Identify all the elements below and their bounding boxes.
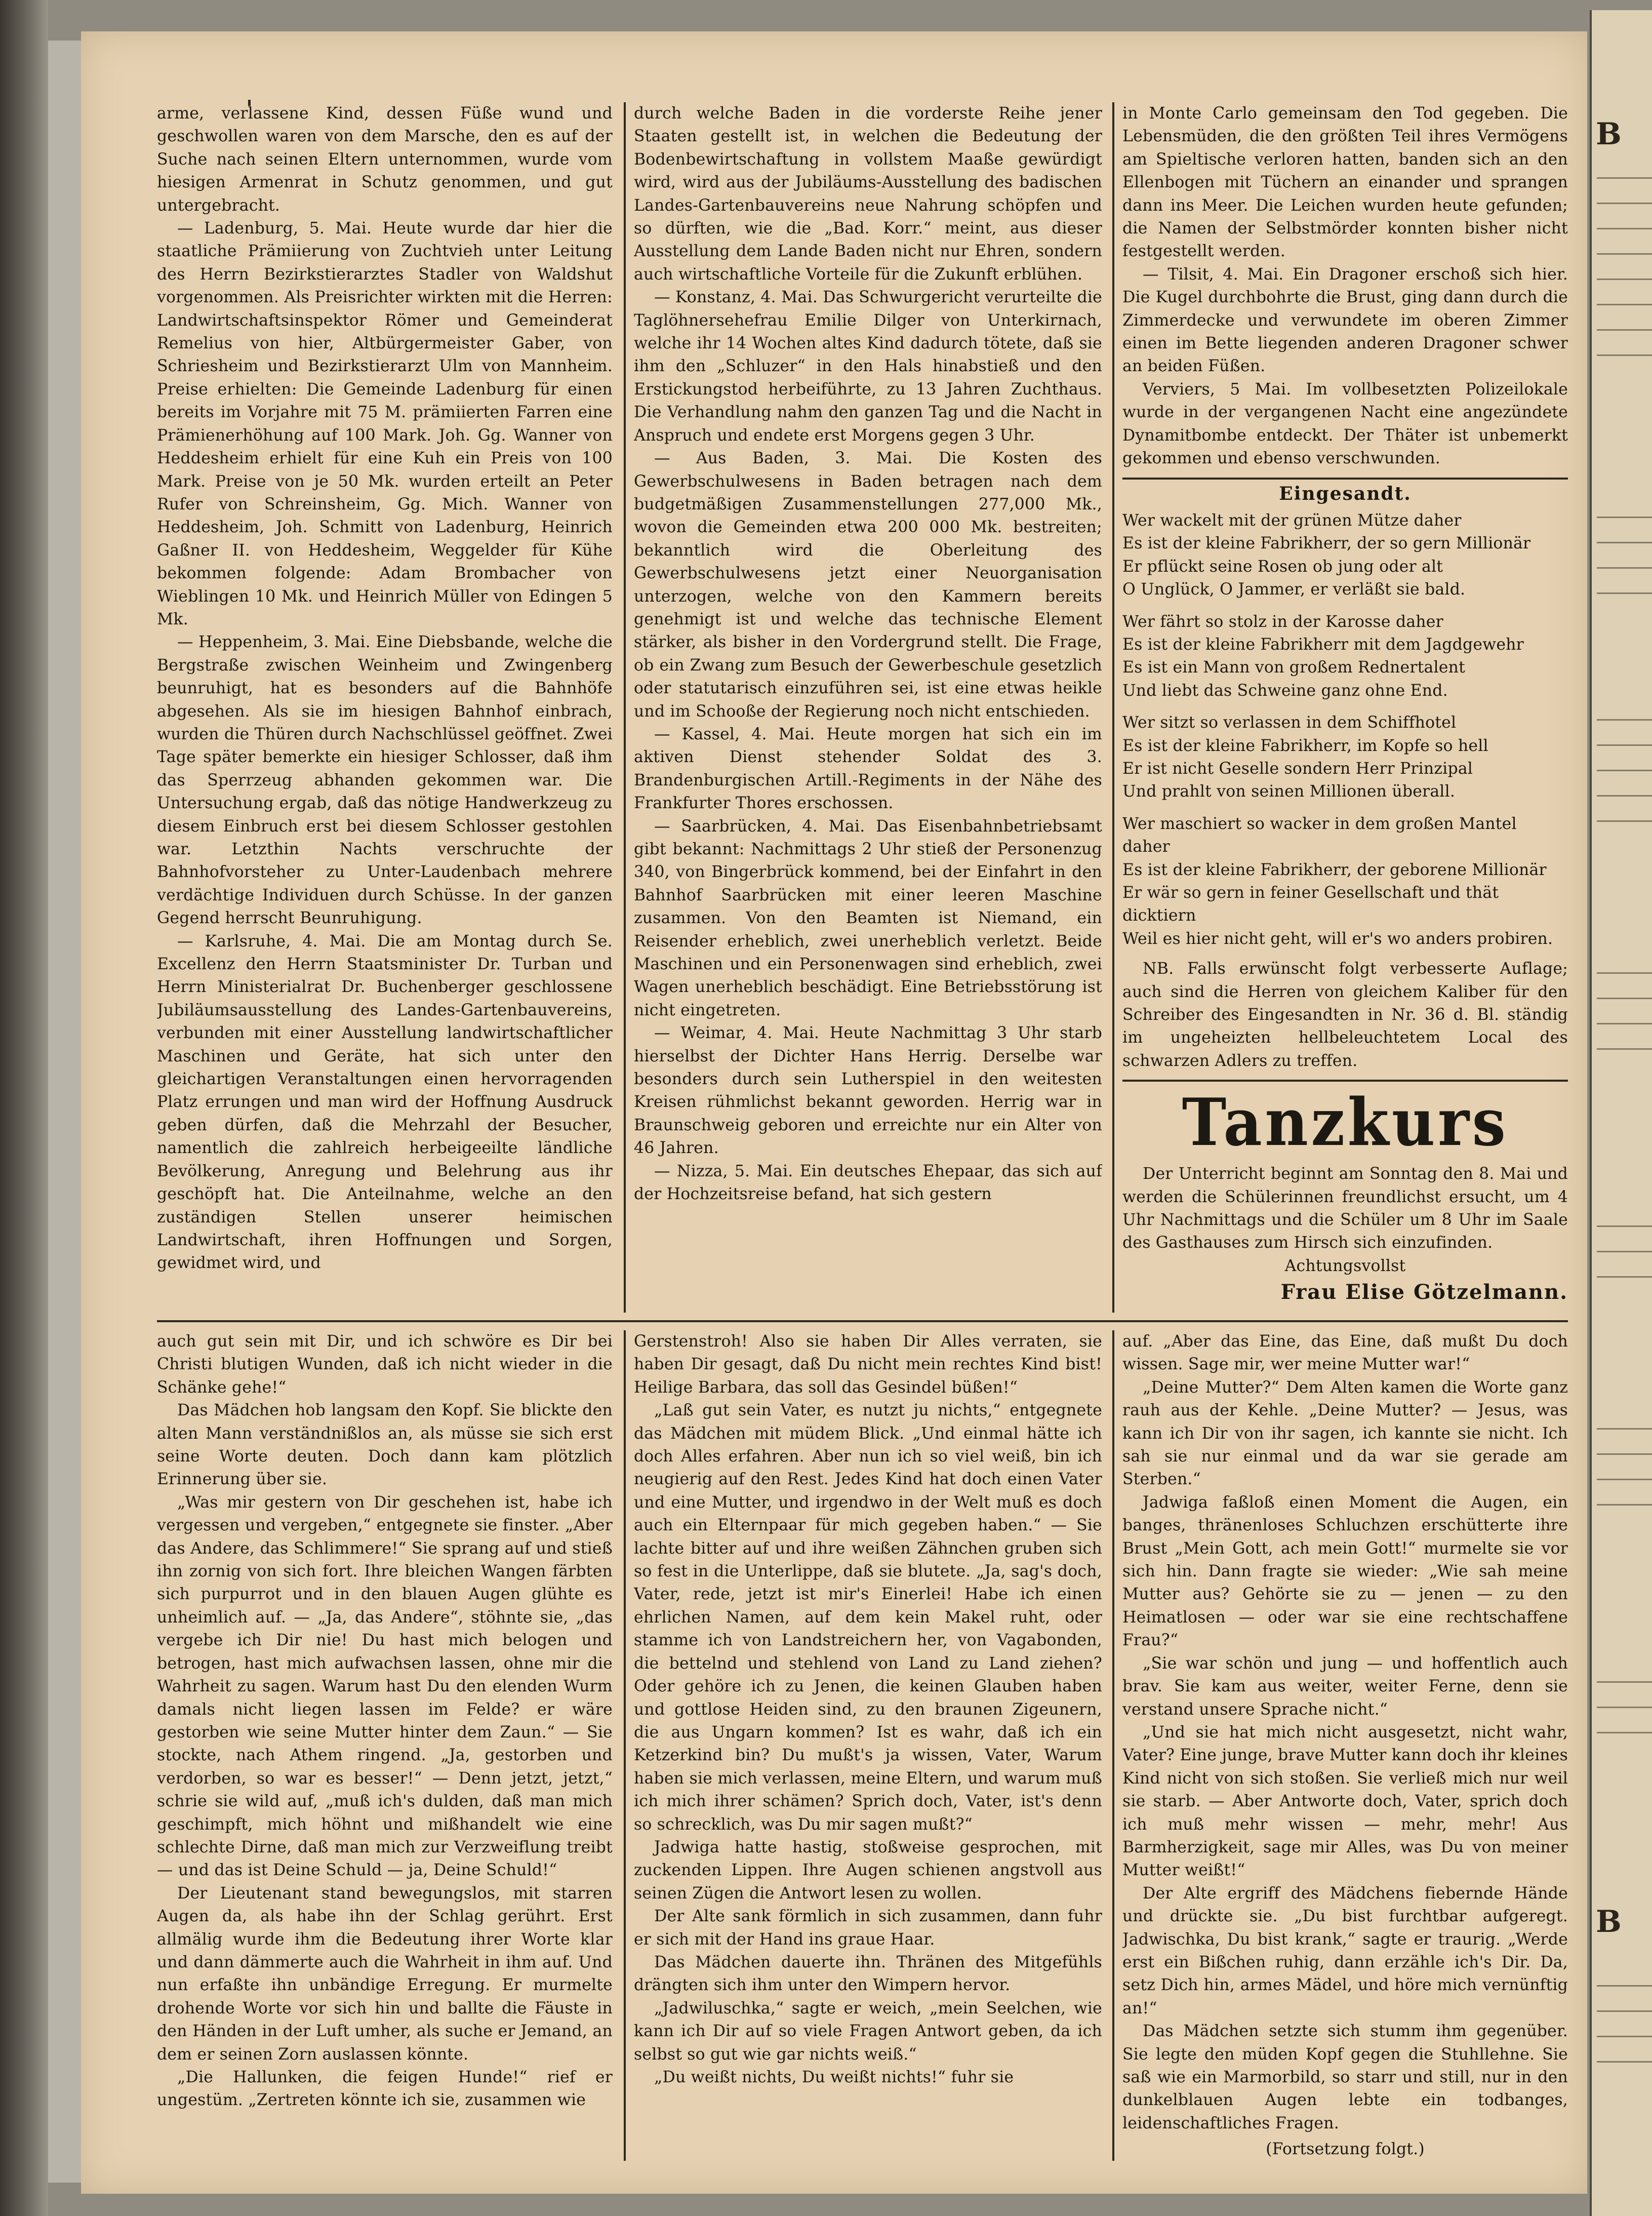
poem-line: Es ist der kleine Fabrikherr, der geborene Millionär [1122,860,1547,879]
article-ladenburg: — Ladenburg, 5. Mai. Heute wurde dar hier die staatliche Prämiierung von Zuchtvieh unter Leitung des Herrn Bezirkstierarztes Stadler von Waldshut vorgenommen. Als Preisrichter wirkten mit die Herren: Landwirtschaftsinspektor Römer und Gemeinderat Remelius von hier, Altbürgermeister Gaber, von Schriesheim und Bezirkstierarzt Ulm von Mannheim. Preise erhielten: Die Gemeinde Ladenburg für einen bereits im Vorjahre mit 75 M. prämiierten Farren eine Prämienerhöhung auf 100 Mark. Joh. Gg. Wanner von Heddesheim erhielt für eine Kuh ein Preis von 100 Mark. Preise von je 50 Mk. wurden erteilt an Peter Rufer von Schreinsheim, Gg. Mich. Wanner von Heddesheim, Joh. Schmitt von Ladenburg, Heinrich Gaßner II. von Heddesheim, Weggelder für Kühe bekommen folgende: Adam Brombacher von Wieblingen 10 Mk. und Heinrich Müller von Edingen 5 Mk. [157,219,613,628]
adjacent-text-line [1597,1251,1652,1252]
story-paragraph: „Du weißt nichts, Du weißt nichts!“ fuhr sie [654,2068,1014,2086]
poem-stanza [1122,813,1568,951]
column-rule [624,102,626,1313]
adjacent-text-line [1597,517,1652,518]
story-paragraph: Der Lieutenant stand bewegungslos, mit starren Augen da, als habe ihn der Schlag gerührt. Erst allmälig wurde ihm die Bedeutung ihrer Worte klar und dann dämmerte auch die Wahrheit in ihm auf. Und nun erfaßte ihn unbändige Erregung. Er murmelte drohende Worte vor sich hin und ballte die Fäuste in den Händen in der Luft umher, als suche er Jemand, an dem er seinen Zorn auslassen könnte. [157,1884,613,2064]
article-monte-carlo: in Monte Carlo gemeinsam den Tod gegeben. Die Lebensmüden, die den größten Teil ihres Vermögens am Spieltische verloren hatten, banden sich an den Ellenbogen mit Tüchern an einander und sprangen dann ins Meer. Die Leichen wurden heute gefunden; die Namen der Selbstmörder konnten bisher nicht festgestellt werden. [1122,104,1568,261]
article-weimar: — Weimar, 4. Mai. Heute Nachmittag 3 Uhr starb hierselbst der Dichter Hans Herrig. Derselbe war besonders durch sein Lutherspiel in den weitesten Kreisen rühmlichst bekannt geworden. Herrig war in Braunschweig geboren und erreichte nur ein Alter von 46 Jahren. [634,1024,1102,1158]
story-paragraph: Jadwiga hatte hastig, stoßweise gesprochen, mit zuckenden Lippen. Ihre Augen schienen angstvoll aus seinen Zügen die Antwort lesen zu wollen. [634,1838,1102,1903]
upper-column-2 [634,102,1102,1313]
article-heppenheim: — Heppenheim, 3. Mai. Eine Diebsbande, welche die Bergstraße zwischen Weinheim und Zwingenberg beunruhigt, hat es besonders auf die Bahnhöfe abgesehen. Als sie im hiesigen Bahnhof einbrach, wurden die Thüren durch Nachschlüssel geöffnet. Zwei Tage später bemerkte ein hiesiger Schlosser, daß ihm das Sperrzeug abhanden gekommen war. Die Untersuchung ergab, daß das nötige Handwerkzeug zu diesem Einbruch erst bei diesem Schlosser gestohlen war. Letzthin Nachts verschruchte der Bahnhofvorsteher zu Unter-Laudenbach mehrere verdächtige Individuen durch Schüsse. In der ganzen Gegend herrscht Beunruhigung. [157,633,613,928]
adjacent-text-line [1597,744,1652,746]
story-paragraph: auch gut sein mit Dir, und ich schwöre es Dir bei Christi blutigen Wunden, daß ich nicht wieder in die Schänke gehe!“ [157,1332,613,1397]
adjacent-text-line [1597,770,1652,771]
adjacent-text-line [1597,228,1652,229]
story-paragraph: „Jadwiluschka,“ sagte er weich, „mein Seelchen, wie kann ich Dir auf so viele Fragen Antwort geben, da ich selbst so gut wie gar nichts weiß.“ [634,1999,1102,2064]
poem-stanza [1122,711,1568,804]
poem-line: Es ist der kleine Fabrikherr, im Kopfe so hell [1122,736,1488,755]
story-paragraph: „Laß gut sein Vater, es nutzt ju nichts,“ entgegnete das Mädchen mit müdem Blick. „Und einmal hätte ich doch Alles erfahren. Aber nun ich so viel weiß, bin ich neugierig auf den Rest. Jedes Kind hat doch einen Vater und eine Mutter, und irgendwo in der Welt muß es doch auch ein Elternpaar für mich gegeben haben.“ — Sie lachte bitter auf und ihre weißen Zähnchen gruben sich so fest in die Unterlippe, daß sie blutete. „Ja, sag's doch, Vater, rede, jetzt ist mir's Einerlei! Habe ich einen ehrlichen Namen, auf dem kein Makel ruht, oder stamme ich von Landstreichern her, von Vagabonden, die bettelnd und stehlend von Land zu Land ziehen? Oder gehöre ich zu Jenen, die keinen Glauben haben und gottlose Heiden sind, zu den braunen Zigeunern, die aus Ungarn kommen? Ist es wahr, daß ich ein Ketzerkind bin? Du mußt's ja wissen, Vater, Warum haben sie mich verlassen, meine Eltern, und warum muß ich mich ihrer schämen? Sprich doch, Vater, ist's denn so schrecklich, was Du mir sagen mußt?“ [634,1401,1102,1834]
article-karlsruhe: — Karlsruhe, 4. Mai. Die am Montag durch Se. Excellenz den Herrn Staatsminister Dr. Turban und Herrn Ministerialrat Dr. Buchenberger geschlossene Jubiläumsausstellung des Landes-Gartenbauvereins, verbunden mit einer Ausstellung landwirtschaftlicher Maschinen und Geräte, hat sich unter den gleichartigen Veranstaltungen einen hervorragenden Platz errungen und man wird der Hoffnung Ausdruck geben dürfen, daß die Mehrzahl der Besucher, namentlich die zahlreich herbeigeeilte ländliche Bevölkerung, Anregung und Belehrung aus ihr geschöpft hat. Die Anteilnahme, welche an den zuständigen Stellen unserer heimischen Landwirtschaft, ihren Hoffnungen und Sorgen, gewidmet wird, und [157,932,613,1273]
adjacent-text-line [1597,304,1652,305]
story-column-1 [157,1330,613,2161]
article-saarbruecken: — Saarbrücken, 4. Mai. Das Eisenbahnbetriebsamt gibt bekannt: Nachmittags 2 Uhr stieß der Personenzug 340, von Bingerbrück kommend, bei der Einfahrt in den Bahnhof Saarbrücken mit einer leeren Maschine zusammen. Von den Beamten ist Niemand, ein Reisender erheblich, zwei unerheblich verletzt. Beide Maschinen und ein Personenwagen sind erheblich, zwei Wagen unerheblich beschädigt. Eine Betriebsstörung ist nicht eingetreten. [634,817,1102,1019]
story-paragraph: „Und sie hat mich nicht ausgesetzt, nicht wahr, Vater? Eine junge, brave Mutter kann doch ihr kleines Kind nicht von sich stoßen. Sie verließ mich nur weil sie starb. — Aber Antworte doch, Vater, sprich doch ich muß mehr wissen — mehr, mehr! Aus Barmherzigkeit, sage mir Alles, was Du von meiner Mutter weißt!“ [1122,1723,1568,1880]
poem-line: Wer sitzt so verlassen in dem Schiffhotel [1122,714,1457,732]
article-nizza: — Nizza, 5. Mai. Ein deutsches Ehepaar, das sich auf der Hochzeitsreise befand, hat sich gestern [634,1162,1102,1204]
tanzkurs-greeting: Achtungsvollst [1284,1256,1406,1275]
article-konstanz: — Konstanz, 4. Mai. Das Schwurgericht verurteilte die Taglöhnersehefrau Emilie Dilger von Unterkirnach, welche ihr 14 Wochen altes Kind dadurch tötete, daß sie ihm den „Schluzer“ in den Hals hinabstieß und den Erstickungstod herbeiführte, zu 13 Jahren Zuchthaus. Die Verhandlung nahm den ganzen Tag und die Nacht in Anspruch und endete erst Morgens gegen 3 Uhr. [634,288,1102,445]
adjacent-text-line [1597,1681,1652,1683]
story-paragraph: Das Mädchen hob langsam den Kopf. Sie blickte den alten Mann verständnißlos an, als müsse sie sich erst seine Worte deuten. Doch dann kam plötzlich Erinnerung über sie. [157,1401,613,1489]
story-paragraph: Gerstenstroh! Also sie haben Dir Alles verraten, sie haben Dir gesagt, daß Du nicht mein rechtes Kind bist! Heilige Barbara, das soll das Gesindel büßen!“ [634,1332,1102,1397]
adjacent-text-line [1597,542,1652,543]
story-paragraph: Das Mädchen dauerte ihn. Thränen des Mitgefühls drängten sich ihm unter den Wimpern hervor. [634,1953,1102,1995]
article-aus-baden: — Aus Baden, 3. Mai. Die Kosten des Gewerbschulwesens in Baden betragen nach dem budgetmäßigen Zusammenstellungen 277,000 Mk., wovon die Gemeinden etwa 200 000 Mk. bestreiten; bekanntlich wird die Oberleitung des Gewerbschulwesens jetzt einer Neuorganisation unterzogen, welche von den Kammern bereits genehmigt ist und welche das technische Element stärker, als bisher in den Vordergrund stellt. Die Frage, ob ein Zwang zum Besuch der Gewerbeschule gesetzlich oder statutarisch einzuführen sei, ist eine etwas heikle und im Schooße der Regierung noch nicht entschieden. [634,449,1102,721]
adjacent-text-line [1597,203,1652,204]
story-paragraph: „Was mir gestern von Dir geschehen ist, habe ich vergessen und vergeben,“ entgegnete sie finster. „Aber das Andere, das Schlimmere!“ Sie sprang auf und stieß ihn zornig von sich fort. Ihre bleichen Wangen färbten sich purpurrot und in den blauen Augen glühte es unheimlich auf. — „Ja, das Andere“, stöhnte sie, „das vergebe ich Dir nie! Du hast mich belogen und betrogen, hast mich aufwachsen lassen, ohne mir die Wahrheit zu sagen. Warum hast Du den elenden Wurm damals nicht liegen lassen im Felde? er wäre gestorben wie seine Mutter hinter dem Zaun.“ — Sie stockte, nach Athem ringend. „Ja, gestorben und verdorben, so war es besser!“ — Denn jetzt, jetzt,“ schrie sie wild auf, „muß ich's dulden, daß man mich geschimpft, mich höhnt und mißhandelt wie eine schlechte Dirne, daß man mich zur Verzweiflung treibt — und das ist Deine Schuld — ja, Deine Schuld!“ [157,1493,613,1880]
article-tilsit: — Tilsit, 4. Mai. Ein Dragoner erschoß sich hier. Die Kugel durchbohrte die Brust, ging dann durch die Zimmerdecke und verwundete im oberen Zimmer einen im Bette liegenden anderen Dragoner schwer an beiden Füßen. [1122,265,1568,376]
adjacent-text-line [1597,1428,1652,1430]
story-paragraph: „Deine Mutter?“ Dem Alten kamen die Worte ganz rauh aus der Kehle. „Deine Mutter? — Jesus, was kann ich Dir von ihr sagen, ich kannte sie nicht. Ich sah sie nur einmal und da war sie gerade am Sterben.“ [1122,1378,1568,1489]
adjacent-text-line [1597,2010,1652,2012]
story-paragraph: auf. „Aber das Eine, das Eine, daß mußt Du doch wissen. Sage mir, wer meine Mutter war!“ [1122,1332,1568,1374]
story-paragraph: „Sie war schön und jung — und hoffentlich auch brav. Sie kam aus weiter, weiter Ferne, denn sie verstand unsere Sprache nicht.“ [1122,1654,1568,1719]
adjacent-text-line [1597,1276,1652,1278]
adjacent-text-line [1597,795,1652,797]
adjacent-text-line [1597,279,1652,280]
poem-line: Es ist der kleine Fabrikherr, der so gern Millionär [1122,534,1531,553]
article-text: durch welche Baden in die vorderste Reihe jener Staaten gestellt ist, in welchen die Bedeutung der Bodenbewirtschaftung in vollstem Maaße gewürdigt wird, wird aus der Jubiläums-Ausstellung des badischen Landes-Gartenbauvereins neue Nahrung schöpfen und so dürften, wie die „Bad. Korr.“ meint, aus dieser Ausstellung dem Lande Baden nicht nur Ehren, sondern auch wirtschaftliche Vorteile für die Zukunft erblühen. [634,104,1102,284]
poem-line: Und prahlt von seinen Millionen überall. [1122,782,1456,801]
adjacent-page-letter: B [1596,1904,1622,1940]
poem-line: Er wär so gern in feiner Gesellschaft und thät dicktiern [1122,884,1499,925]
story-paragraph: Der Alte sank förmlich in sich zusammen, dann fuhr er sich mit der Hand ins graue Haar. [634,1907,1102,1949]
section-divider [157,1320,1568,1322]
story-paragraph: Das Mädchen setzte sich stumm ihm gegenüber. Sie legte den müden Kopf gegen die Stuhllehne. Sie saß wie ein Marmorbild, so starr und still, nur in den dunkelblauen Augen lebte ein todbanges, leidenschaftliches Fragen. [1122,2022,1568,2132]
adjacent-text-line [1597,1985,1652,1987]
tanzkurs-signature: Frau Elise Götzelmann. [1280,1280,1568,1304]
adjacent-text-line [1597,2061,1652,2063]
tanzkurs-title: Tanzkurs [1182,1085,1509,1161]
article-kassel: — Kassel, 4. Mai. Heute morgen hat sich ein im aktiven Dienst stehender Soldat des 3. Brandenburgischen Artill.-Regiments in der Nähe des Frankfurter Thores erschossen. [634,725,1102,813]
upper-column-1 [157,102,613,1313]
adjacent-text-line [1597,1707,1652,1708]
adjacent-text-line [1597,253,1652,255]
poem-line: Es ist ein Mann von großem Rednertalent [1122,658,1465,677]
eingesandt-nb: NB. Falls erwünscht folgt verbesserte Auflage; auch sind die Herren von gleichem Kaliber für den Schreiber des Eingesandten in Nr. 36 d. Bl. ständig im ungeheizten hellbeleuchtetem Local des schwarzen Adlers zu treffen. [1122,960,1568,1070]
poem-line: Er pflückt seine Rosen ob jung oder alt [1122,557,1443,576]
continued-note: (Fortsetzung folgt.) [1266,2140,1425,2159]
adjacent-text-line [1597,2036,1652,2037]
poem-line: Wer maschiert so wacker in dem großen Mantel daher [1122,814,1517,856]
story-paragraph: „Die Hallunken, die feigen Hunde!“ rief er ungestüm. „Zertreten könnte ich sie, zusammen wie [157,2068,613,2110]
poem-line: O Unglück, O Jammer, er verläßt sie bald. [1122,580,1466,599]
adjacent-text-line [1597,592,1652,594]
binder-board [48,41,85,2183]
article-text: arme, verlassene Kind, dessen Füße wund und geschwollen waren von dem Marsche, den es auf der Suche nach seinen Eltern unternommen, wurde vom hiesigen Armenrat in Schutz genommen, und gut untergebracht. [157,104,613,215]
column-rule [1112,102,1114,1313]
story-paragraph: Der Alte ergriff des Mädchens fiebernde Hände und drückte sie. „Du bist furchtbar aufgeregt. Jadwischka, Du bist krank,“ sagte er traurig. „Werde erst ein Bißchen ruhig, dann erzähle ich's Dir. Da, setz Dich hin, armes Mädel, und höre mich vernünftig an!“ [1122,1884,1568,2017]
adjacent-page-letter: B [1596,116,1622,152]
eingesandt-poem [1122,509,1568,951]
poem-line: Und liebt das Schweine ganz ohne End. [1122,681,1448,700]
adjacent-text-line [1597,1453,1652,1455]
adjacent-text-line [1597,1048,1652,1050]
section-rule [1122,478,1568,480]
adjacent-text-line [1597,1504,1652,1506]
poem-stanza [1122,509,1568,602]
adjacent-text-line [1597,1732,1652,1733]
adjacent-text-line [1597,972,1652,974]
adjacent-text-line [1597,329,1652,331]
adjacent-text-line [1597,1023,1652,1024]
story-column-2 [634,1330,1102,2161]
poem-line: Wer fährt so stolz in der Karosse daher [1122,612,1443,631]
adjacent-text-line [1597,719,1652,721]
poem-stanza [1122,611,1568,703]
upper-column-3 [1122,102,1568,1313]
poem-line: Wer wackelt mit der grünen Mütze daher [1122,511,1462,530]
story-paragraph: Jadwiga faßloß einen Moment die Augen, ein banges, thränenloses Schluchzen erschütterte ihre Brust „Mein Gott, ach mein Gott!“ murmelte sie vor sich hin. Dann fragte sie wieder: „Wie sah meine Mutter aus? Gehörte sie zu — jenen — zu den Heimatlosen — oder war sie eine rechtschaffene Frau?“ [1122,1493,1568,1650]
adjacent-page-edge [1590,10,1652,2216]
poem-line: Es ist der kleine Fabrikherr mit dem Jagdgewehr [1122,635,1524,654]
poem-line: Er ist nicht Geselle sondern Herr Prinzipal [1122,759,1473,778]
article-verviers: Verviers, 5 Mai. Im vollbesetzten Polizeilokale wurde in der vergangenen Nacht eine angezündete Dynamitbombe entdeckt. Der Thäter ist unbemerkt gekommen und ebenso verschwunden. [1122,380,1568,468]
poem-line: Weil es hier nicht geht, will er's wo anders probiren. [1122,929,1553,948]
column-rule [624,1330,626,2161]
adjacent-text-line [1597,1225,1652,1227]
binding-gutter [0,0,48,2216]
story-column-3 [1122,1330,1568,2161]
newspaper-page [81,31,1587,2194]
adjacent-text-line [1597,354,1652,356]
section-rule [1122,1080,1568,1082]
column-rule [1112,1330,1114,2161]
adjacent-text-line [1597,1479,1652,1480]
adjacent-text-line [1597,998,1652,999]
adjacent-text-line [1597,177,1652,179]
adjacent-text-line [1597,567,1652,569]
adjacent-text-line [1597,820,1652,822]
tanzkurs-body: Der Unterricht beginnt am Sonntag den 8. Mai und werden die Schülerinnen freundlichst ersucht, um 4 Uhr Nachmittags und die Schüler um 8 Uhr im Saale des Gasthauses zum Hirsch sich einzufinden. [1122,1165,1568,1252]
eingesandt-heading: Eingesandt. [1279,483,1412,504]
